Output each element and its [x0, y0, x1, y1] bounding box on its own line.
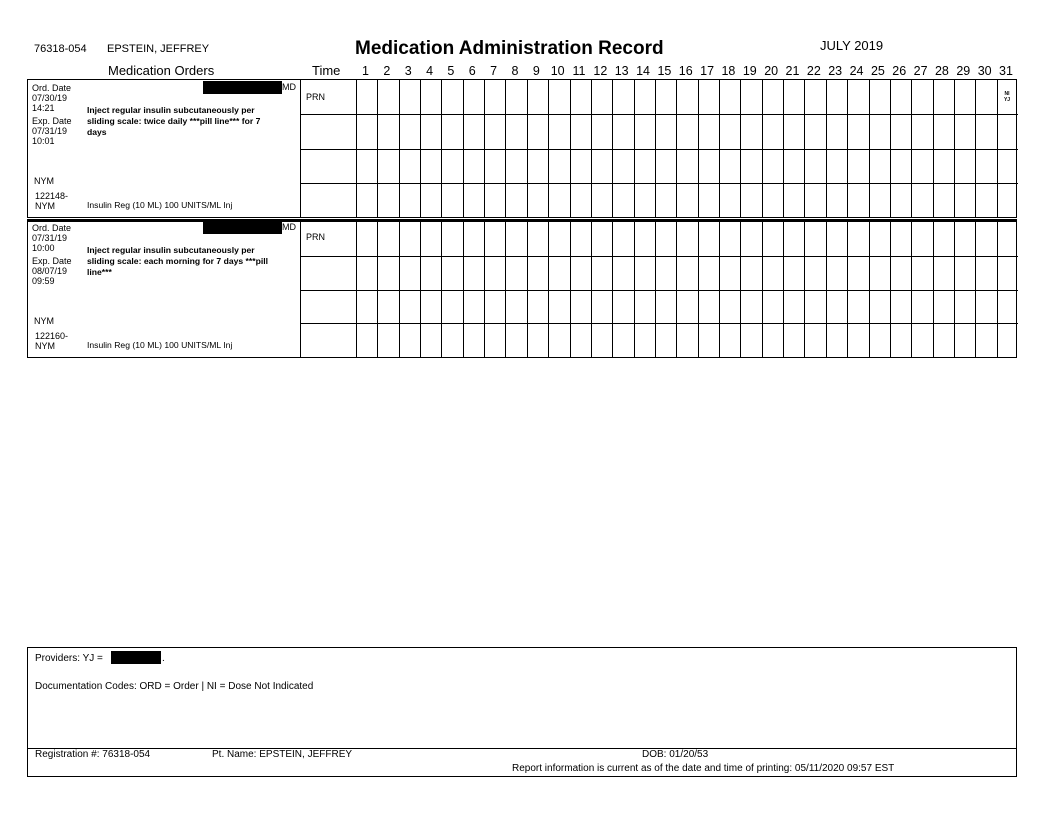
- grid-hline: [301, 114, 1018, 115]
- administration-grid-1: [301, 80, 1018, 217]
- day-header-23: 23: [828, 64, 843, 78]
- rx-site: NYM: [35, 341, 55, 351]
- day-header-14: 14: [636, 64, 650, 78]
- day-header-11: 11: [572, 64, 586, 78]
- drug-name: Insulin Reg (10 ML) 100 UNITS/ML Inj: [87, 200, 233, 210]
- instruction-line-1: Inject regular insulin subcutaneously per: [87, 105, 255, 115]
- order-block-2: [27, 219, 1017, 358]
- rx-number: 122148-: [35, 191, 69, 201]
- order-info-1: [28, 80, 301, 217]
- day-header-26: 26: [892, 64, 907, 78]
- day-header-19: 19: [742, 64, 757, 78]
- exp-date: 07/31/19: [32, 126, 68, 136]
- day-header-29: 29: [956, 64, 971, 78]
- day-header-30: 30: [977, 64, 992, 78]
- day-header-5: 5: [447, 64, 455, 78]
- exp-date-label: Exp. Date: [32, 256, 72, 266]
- day-header-4: 4: [426, 64, 434, 78]
- administration-grid-2: [301, 222, 1018, 357]
- grid-hline: [301, 149, 1018, 150]
- time-prn: PRN: [306, 92, 326, 102]
- footer-box: [27, 647, 1017, 777]
- ord-date: 07/30/19: [32, 93, 68, 103]
- day-header-28: 28: [934, 64, 949, 78]
- day-header-1: 1: [362, 64, 369, 78]
- ord-date: 07/31/19: [32, 233, 68, 243]
- pharmacy-code: NYM: [34, 176, 54, 186]
- day-header-10: 10: [550, 64, 565, 78]
- report-info: Report information is current as of the date and time of printing: 05/11/2020 09:57 EST: [512, 763, 895, 774]
- redacted-provider: [111, 651, 161, 664]
- day-header-7: 7: [490, 64, 498, 78]
- day-header-22: 22: [806, 64, 821, 78]
- ord-time: 14:21: [32, 103, 55, 113]
- day-header-20: 20: [764, 64, 779, 78]
- time-heading: Time: [312, 63, 341, 78]
- footer-registration: Registration #: 76318-054: [35, 749, 151, 760]
- day-header-12: 12: [593, 64, 608, 78]
- day-header-13: 13: [614, 64, 629, 78]
- time-prn: PRN: [306, 232, 326, 242]
- day-header-25: 25: [870, 64, 885, 78]
- day-header-27: 27: [913, 64, 928, 78]
- instruction-line-3: days: [87, 127, 107, 137]
- md-label: MD: [282, 222, 296, 232]
- ord-date-label: Ord. Date: [32, 83, 72, 93]
- header-month: JULY 2019: [820, 38, 884, 53]
- grid-hline: [301, 183, 1018, 184]
- day-header-31: 31: [999, 64, 1013, 78]
- day-header-18: 18: [721, 64, 736, 78]
- day-header-24: 24: [849, 64, 864, 78]
- grid-hline: [301, 290, 1018, 291]
- day-header-16: 16: [678, 64, 693, 78]
- grid-hline: [301, 323, 1018, 324]
- medication-orders-heading: Medication Orders: [108, 63, 215, 78]
- day-header-15: 15: [657, 64, 672, 78]
- day-header-2: 2: [383, 64, 391, 78]
- exp-date: 08/07/19: [32, 266, 68, 276]
- grid-hline: [301, 256, 1018, 257]
- day-header-17: 17: [700, 64, 715, 78]
- order-info-2: [28, 222, 301, 357]
- footer-patient-name: Pt. Name: EPSTEIN, JEFFREY: [212, 749, 353, 760]
- doc-code-ni: NI: [1004, 91, 1010, 97]
- exp-time: 09:59: [32, 276, 55, 286]
- header-patient-name: EPSTEIN, JEFFREY: [107, 43, 210, 55]
- providers-suffix: .: [162, 653, 165, 664]
- drug-name: Insulin Reg (10 ML) 100 UNITS/ML Inj: [87, 340, 233, 350]
- order-block-1: [27, 79, 1017, 218]
- exp-date-label: Exp. Date: [32, 116, 72, 126]
- page-title: Medication Administration Record: [355, 38, 664, 59]
- day-header-21: 21: [785, 64, 800, 78]
- ord-date-label: Ord. Date: [32, 223, 72, 233]
- instruction-line-1: Inject regular insulin subcutaneously per: [87, 245, 255, 255]
- day-header-9: 9: [532, 64, 540, 78]
- day-header-6: 6: [468, 64, 476, 78]
- redacted-prescriber: [203, 81, 282, 94]
- providers-label: Providers: YJ =: [35, 653, 103, 664]
- header-registration: 76318-054: [34, 43, 87, 55]
- instruction-line-2: sliding scale: each morning for 7 days ***pill: [87, 256, 268, 266]
- ord-time: 10:00: [32, 243, 55, 253]
- day-header-3: 3: [404, 64, 412, 78]
- footer-dob: DOB: 01/20/53: [642, 749, 709, 760]
- footer-divider: [28, 748, 1016, 749]
- md-label: MD: [282, 82, 296, 92]
- rx-number: 122160-: [35, 331, 69, 341]
- instruction-line-2: sliding scale: twice daily ***pill line*** for 7: [87, 116, 261, 126]
- documentation-codes: Documentation Codes: ORD = Order | NI = Dose Not Indicated: [35, 681, 314, 692]
- instruction-line-3: line***: [87, 267, 112, 277]
- day-header-8: 8: [511, 64, 519, 78]
- exp-time: 10:01: [32, 136, 55, 146]
- redacted-prescriber: [203, 222, 282, 234]
- rx-site: NYM: [35, 201, 55, 211]
- pharmacy-code: NYM: [34, 316, 54, 326]
- doc-code-yj: YJ: [1003, 97, 1011, 103]
